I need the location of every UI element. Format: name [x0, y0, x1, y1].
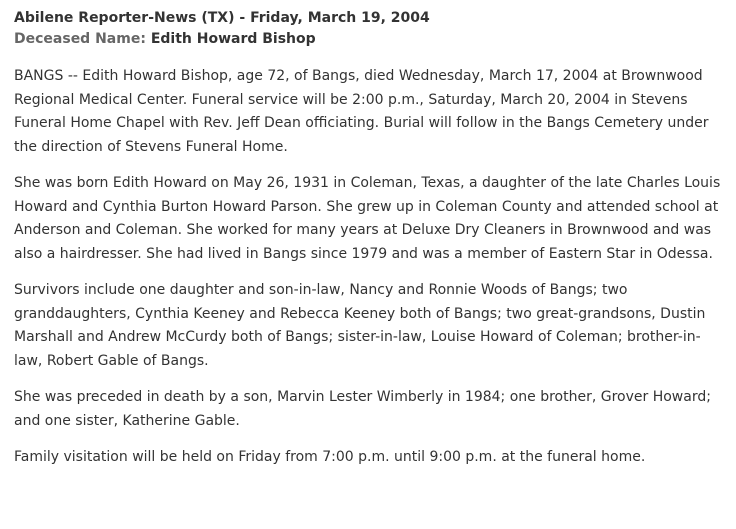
paragraph-biography: She was born Edith Howard on May 26, 1931 in Coleman, Texas, a daughter of the late Charles Louis Howard and Cynthia Burton Howard Parson. She grew up in Coleman County and attended school at Anderson and Coleman. She worked for many years at Deluxe Dry Cleaners in Brownwood and was also a hairdresser. She had lived in Bangs since 1979 and was a member of Eastern Star in Odessa. [14, 175, 721, 262]
publication-header [14, 8, 722, 29]
newspaper-name: Abilene Reporter-News (TX) [14, 10, 235, 26]
paragraph-visitation: Family visitation will be held on Friday from 7:00 p.m. until 9:00 p.m. at the funeral home. [14, 449, 646, 465]
deceased-label: Deceased Name: [14, 31, 151, 47]
paragraph-death-notice: BANGS -- Edith Howard Bishop, age 72, of Bangs, died Wednesday, March 17, 2004 at Brownwood Regional Medical Center. Funeral service will be 2:00 p.m., Saturday, March 20, 2004 in Stevens Funeral Home Chapel with Rev. Jeff Dean officiating. Burial will follow in the Bangs Cemetery under the direction of Stevens Funeral Home. [14, 68, 709, 155]
deceased-name: Edith Howard Bishop [150, 31, 316, 47]
paragraph-preceded: She was preceded in death by a son, Marvin Lester Wimberly in 1984; one brother, Grover Howard; and one sister, Katherine Gable. [14, 389, 711, 429]
paragraph-survivors: Survivors include one daughter and son-in-law, Nancy and Ronnie Woods of Bangs; two granddaughters, Cynthia Keeney and Rebecca Keeney both of Bangs; two great-grandsons, Dustin Marshall and Andrew McCurdy both of Bangs; sister-in-law, Louise Howard of Coleman; brother-in-law, Robert Gable of Bangs. [14, 282, 706, 369]
header-separator: - [234, 10, 251, 26]
publication-date: Friday, March 19, 2004 [250, 10, 430, 26]
deceased-header [14, 29, 722, 50]
